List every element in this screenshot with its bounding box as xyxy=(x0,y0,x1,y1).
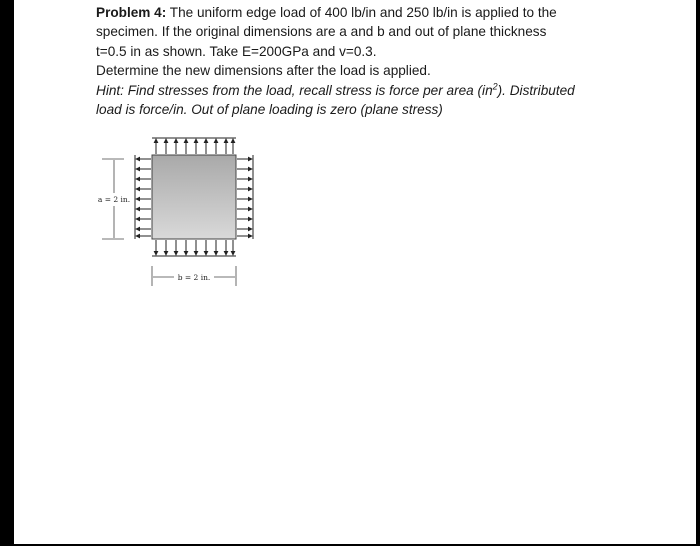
problem-line-1: Problem 4: The uniform edge load of 400 lb/in and 250 lb/in is applied to the xyxy=(96,5,557,20)
problem-label: Problem 4: xyxy=(96,5,167,20)
dimension-b-label: b = 2 in. xyxy=(177,273,211,282)
hint-line-2: load is force/in. Out of plane loading is zero (plane stress) xyxy=(96,102,443,118)
document-page xyxy=(14,0,696,544)
left-load-arrows xyxy=(135,155,151,239)
dimension-a-label: a = 2 in. xyxy=(97,195,131,204)
dimension-a xyxy=(98,159,130,239)
specimen-figure xyxy=(90,128,290,288)
problem-line-3: t=0.5 in as shown. Take E=200GPa and v=0.3. xyxy=(96,43,377,59)
top-load-arrows xyxy=(152,138,236,154)
specimen-plate xyxy=(152,155,236,239)
problem-line-4: Determine the new dimensions after the load is applied. xyxy=(96,63,431,79)
right-load-arrows xyxy=(237,155,253,239)
hint-line-1: Hint: Find stresses from the load, recall stress is force per area $(in^2)$. Distributed xyxy=(96,81,575,98)
problem-line-2: specimen. If the original dimensions are a and b and out of plane thickness xyxy=(96,24,547,40)
bottom-load-arrows xyxy=(152,240,236,256)
problem-statement xyxy=(96,3,656,119)
dimension-b xyxy=(152,266,236,286)
